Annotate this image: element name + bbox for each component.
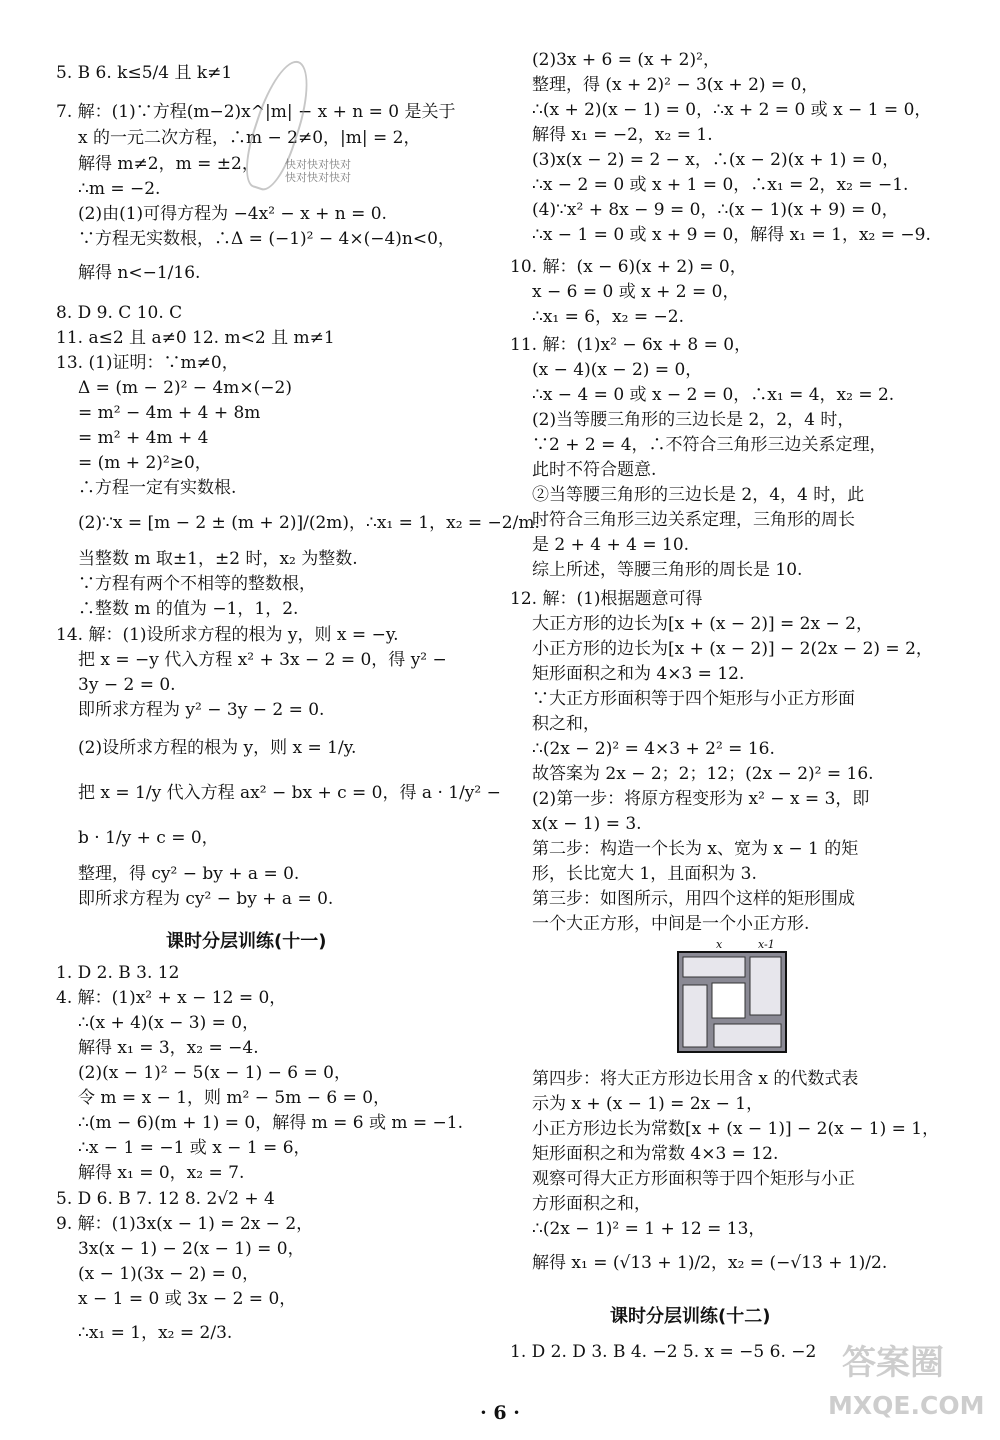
answer-line: 综上所述，等腰三角形的周长是 10.: [532, 560, 803, 580]
answer-line: 3y − 2 = 0.: [78, 675, 176, 695]
section-heading: 课时分层训练(十一): [166, 931, 327, 952]
watermark: [828, 1335, 998, 1435]
page-number: · 6 ·: [480, 1402, 520, 1424]
answer-line: 矩形面积之和为常数 4×3 = 12.: [532, 1144, 779, 1164]
answer-line: 解得 x₁ = (√13 + 1)/2，x₂ = (−√13 + 1)/2.: [532, 1253, 888, 1273]
answer-line: 第三步：如图所示，用四个这样的矩形围成: [532, 889, 855, 909]
answer-line: x(x − 1) = 3.: [532, 814, 642, 834]
answer-line: ∴方程一定有实数根.: [78, 478, 237, 498]
answer-line: 解得 n<−1/16.: [78, 263, 201, 283]
answer-line: 时符合三角形三边关系定理，三角形的周长: [532, 510, 855, 530]
answer-line: 解得 x₁ = −2，x₂ = 1.: [532, 125, 713, 145]
answer-line: 故答案为 2x − 2；2；12；(2x − 2)² = 16.: [532, 764, 874, 784]
answer-line: ∴(2x − 1)² = 1 + 12 = 13，: [532, 1219, 766, 1239]
answer-line: 3x(x − 1) − 2(x − 1) = 0，: [78, 1239, 305, 1259]
answer-line: ∴(m − 6)(m + 1) = 0，解得 m = 6 或 m = −1.: [78, 1113, 464, 1133]
rectangle-bottom: [714, 1024, 781, 1047]
answer-line: ∴(x + 4)(x − 3) = 0，: [78, 1013, 260, 1033]
answer-line: ②当等腰三角形的三边长是 2，4，4 时，此: [532, 485, 865, 505]
answer-line: ∴x − 1 = 0 或 x + 9 = 0，解得 x₁ = 1，x₂ = −9.: [532, 225, 931, 245]
figure-label-x: x: [716, 938, 723, 951]
answer-line: b · 1/y + c = 0，: [78, 828, 219, 848]
answer-line: ∴整数 m 的值为 −1，1，2.: [78, 599, 299, 619]
answer-line: 11. a≤2 且 a≠0 12. m<2 且 m≠1: [56, 328, 335, 348]
answer-line: (4)∵x² + 8x − 9 = 0，∴(x − 1)(x + 9) = 0，: [532, 200, 899, 220]
answer-line: 令 m = x − 1，则 m² − 5m − 6 = 0，: [78, 1088, 391, 1108]
answer-line: 12. 解：(1)根据题意可得: [510, 589, 703, 609]
answer-line: ∴x − 4 = 0 或 x − 2 = 0，∴x₁ = 4，x₂ = 2.: [532, 385, 895, 405]
answer-line: ∴(x + 2)(x − 1) = 0，∴x + 2 = 0 或 x − 1 = 0，: [532, 100, 932, 120]
answer-line: x 的一元二次方程，∴m − 2≠0，|m| = 2，: [78, 128, 421, 148]
answer-line: ∴x₁ = 6，x₂ = −2.: [532, 307, 685, 327]
answer-line: 8. D 9. C 10. C: [56, 303, 183, 323]
watermark-url: MXQE.COM: [828, 1391, 985, 1420]
answer-line: 5. D 6. B 7. 12 8. 2√2 + 4: [56, 1189, 275, 1209]
answer-line: (2)设所求方程的根为 y，则 x = 1/y.: [78, 738, 357, 758]
figure-svg: [676, 937, 790, 1054]
answer-line: 解得 x₁ = 0，x₂ = 7.: [78, 1163, 245, 1183]
section-heading: 课时分层训练(十二): [610, 1306, 771, 1327]
answer-line: 解得 m≠2，m = ±2，: [78, 154, 259, 174]
answer-line: Δ = (m − 2)² − 4m×(−2): [78, 378, 292, 398]
answer-line: 4. 解：(1)x² + x − 12 = 0，: [56, 988, 287, 1008]
answer-line: ∵方程有两个不相等的整数根，: [78, 574, 316, 594]
answer-line: ∵方程无实数根，∴Δ = (−1)² − 4×(−4)n<0，: [78, 229, 455, 249]
answer-line: ∵大正方形面积等于四个矩形与小正方形面: [532, 689, 855, 709]
answer-line: 整理，得 cy² − by + a = 0.: [78, 864, 300, 884]
answer-line: ∴m = −2.: [78, 179, 161, 199]
answer-line: 形，长比宽大 1，且面积为 3.: [532, 864, 757, 884]
answer-line: 是 2 + 4 + 4 = 10.: [532, 535, 690, 555]
answer-line: (2)由(1)可得方程为 −4x² − x + n = 0.: [78, 204, 387, 224]
answer-line: 把 x = −y 代入方程 x² + 3x − 2 = 0，得 y² −: [78, 650, 447, 670]
answer-line: ∵2 + 2 = 4，∴不符合三角形三边关系定理，: [532, 435, 887, 455]
answer-line: 观察可得大正方形面积等于四个矩形与小正: [532, 1169, 855, 1189]
answer-line: 11. 解：(1)x² − 6x + 8 = 0，: [510, 335, 752, 355]
answer-line: 13. (1)证明：∵m≠0，: [56, 353, 239, 373]
answer-line: 大正方形的边长为[x + (x − 2)] = 2x − 2，: [532, 614, 873, 634]
answer-line: 1. D 2. D 3. B 4. −2 5. x = −5 6. −2: [510, 1342, 817, 1362]
answer-line: 小正方形边长为常数[x + (x − 1)] − 2(x − 1) = 1，: [532, 1119, 940, 1139]
answer-line: (2)当等腰三角形的三边长是 2，2，4 时，: [532, 410, 855, 430]
answer-line: (2)(x − 1)² − 5(x − 1) − 6 = 0，: [78, 1063, 351, 1083]
answer-line: 矩形面积之和为 4×3 = 12.: [532, 664, 745, 684]
answer-line: 7. 解：(1)∵方程(m−2)x^|m| − x + n = 0 是关于: [56, 102, 456, 122]
answer-line: (3)x(x − 2) = 2 − x，∴(x − 2)(x + 1) = 0，: [532, 150, 900, 170]
answer-line: 14. 解：(1)设所求方程的根为 y，则 x = −y.: [56, 625, 399, 645]
answer-line: = m² − 4m + 4 + 8m: [78, 403, 261, 423]
rectangle-right: [750, 957, 781, 1015]
answer-line: 方形面积之和，: [532, 1194, 651, 1214]
figure-label-x-minus-1: x-1: [758, 938, 775, 951]
answer-line: 当整数 m 取±1，±2 时，x₂ 为整数.: [78, 549, 358, 569]
answer-line: 整理，得 (x + 2)² − 3(x + 2) = 0，: [532, 75, 819, 95]
answer-line: 此时不符合题意.: [532, 460, 657, 480]
answer-line: 9. 解：(1)3x(x − 1) = 2x − 2，: [56, 1214, 314, 1234]
answer-line: 即所求方程为 y² − 3y − 2 = 0.: [78, 700, 325, 720]
rectangle-top: [683, 957, 745, 977]
answer-line: 即所求方程为 cy² − by + a = 0.: [78, 889, 334, 909]
answer-line: 10. 解：(x − 6)(x + 2) = 0，: [510, 257, 747, 277]
answer-line: 示为 x + (x − 1) = 2x − 1，: [532, 1094, 764, 1114]
answer-line: (2)3x + 6 = (x + 2)²，: [532, 50, 720, 70]
stamp-text: 快对快对快对 快对快对快对: [285, 158, 351, 184]
answer-line: 把 x = 1/y 代入方程 ax² − bx + c = 0，得 a · 1/y² −: [78, 783, 501, 803]
answer-line: (x − 4)(x − 2) = 0，: [532, 360, 703, 380]
answer-line: = m² + 4m + 4: [78, 428, 209, 448]
answer-line: 第二步：构造一个长为 x、宽为 x − 1 的矩: [532, 839, 859, 859]
answer-line: 一个大正方形，中间是一个小正方形.: [532, 914, 810, 934]
answer-line: 解得 x₁ = 3，x₂ = −4.: [78, 1038, 259, 1058]
rectangle-left: [683, 985, 707, 1047]
answer-line: ∴x₁ = 1，x₂ = 2/3.: [78, 1323, 233, 1343]
answer-line: x − 1 = 0 或 3x − 2 = 0，: [78, 1289, 297, 1309]
square-rectangles-figure: [676, 937, 790, 1054]
answer-line: = (m + 2)²≥0，: [78, 453, 212, 473]
answer-line: 积之和，: [532, 714, 600, 734]
answer-line: 5. B 6. k≤5/4 且 k≠1: [56, 63, 233, 83]
answer-line: (2)第一步：将原方程变形为 x² − x = 3，即: [532, 789, 870, 809]
answer-line: 小正方形的边长为[x + (x − 2)] − 2(2x − 2) = 2，: [532, 639, 933, 659]
answer-line: (x − 1)(3x − 2) = 0，: [78, 1264, 260, 1284]
answer-line: (2)∵x = [m − 2 ± (m + 2)]/(2m)，∴x₁ = 1，x₂ = −2/m.: [78, 513, 540, 533]
answer-line: ∴x − 1 = −1 或 x − 1 = 6，: [78, 1138, 311, 1158]
answer-line: ∴x − 2 = 0 或 x + 1 = 0，∴x₁ = 2，x₂ = −1.: [532, 175, 909, 195]
answer-line: x − 6 = 0 或 x + 2 = 0，: [532, 282, 740, 302]
answer-line: 第四步：将大正方形边长用含 x 的代数式表: [532, 1069, 859, 1089]
watermark-main: 答案圈: [842, 1343, 944, 1383]
answer-line: 1. D 2. B 3. 12: [56, 963, 180, 983]
answer-line: ∴(2x − 2)² = 4×3 + 2² = 16.: [532, 739, 775, 759]
small-square: [712, 983, 745, 1018]
